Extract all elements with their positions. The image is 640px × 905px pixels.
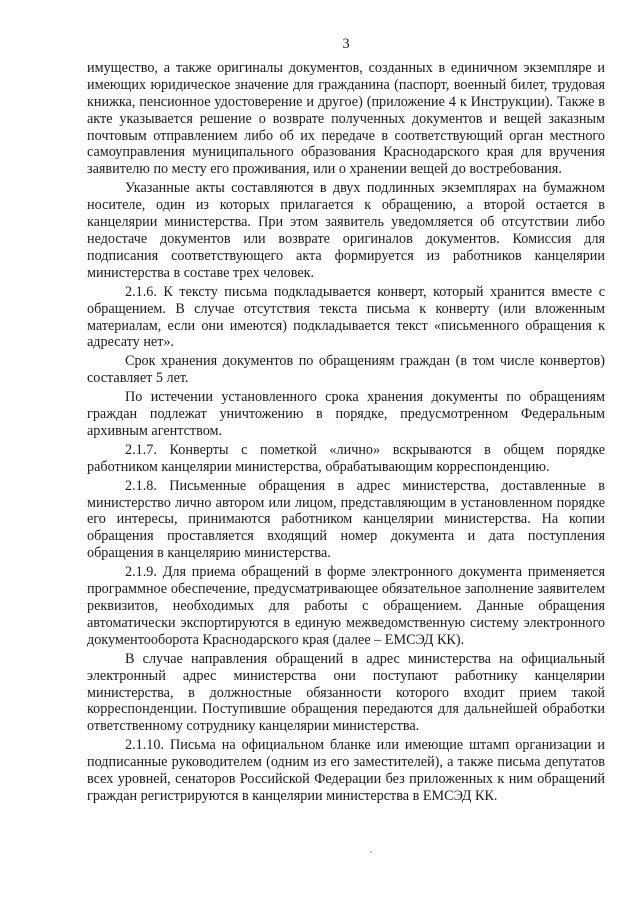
paragraph-2-1-9: 2.1.9. Для приема обращений в форме электронного документа применяется программное обеспечение, предусматривающее обязательное заполнение заявителем реквизитов, необходимых для работы с обращением. Данные обращения автоматически экспортируются в единую межведомственную систему электронного документооборота Краснодарского края (далее – ЕМСЭД КК). [87, 564, 605, 648]
paragraph-email-requests: В случае направления обращений в адрес министерства на официальный электронный адрес министерства они поступают работнику канцелярии министерства, в должностные обязанности которого входит прием такой корреспонденции. Поступившие обращения передаются для дальнейшей обработки ответственному сотруднику канцелярии министерства. [87, 650, 605, 735]
paragraph-2-1-10: 2.1.10. Письма на официальном бланке или имеющие штамп организации и подписанные руководителем (одним из его заместителей), а также письма депутатов всех уровней, сенаторов Российской Федерации без приложенных к ним обращений граждан регистрируются в канцелярии министерства в ЕМСЭД КК. [87, 737, 605, 804]
paragraph-continuation: имущество, а также оригиналы документов, созданных в единичном экземпляре и имеющих юридическое значение для гражданина (паспорт, военный билет, трудовая книжка, пенсионное удостоверение и другое) (приложение 4 к Инструкции). Также в акте указывается решение о возврате полученных документов и вещей заказным почтовым отправлением либо об их передаче в соответствующий орган местного самоуправления муниципального образования Краснодарского края для вручения заявителю по месту его проживания, или о хранении вещей до востребования. [87, 59, 605, 178]
paragraph-acts: Указанные акты составляются в двух подлинных экземплярах на бумажном носителе, один из которых прилагается к обращению, а второй остается в канцелярии министерства. При этом заявитель уведомляется об отсутствии либо недостаче документов или возврате оригиналов документов. Комиссия для подписания соответствующего акта формируется из работников канцелярии министерства в составе трех человек. [87, 180, 605, 281]
paragraph-2-1-8: 2.1.8. Письменные обращения в адрес министерства, доставленные в министерство лично автором или лицом, представляющим в установленном порядке его интересы, принимаются работником канцелярии министерства. На копии обращения проставляется входящий номер документа и дата поступления обращения в канцелярию министерства. [87, 477, 605, 562]
page-number: 3 [342, 36, 350, 52]
paragraph-storage-term: Срок хранения документов по обращениям граждан (в том числе конвертов) составляет 5 лет. [87, 353, 605, 387]
paragraph-destruction: По истечении установленного срока хранения документы по обращениям граждан подлежат уничтожению в порядке, предусмотренном Федеральным архивным агентством. [87, 389, 605, 439]
scan-speck [370, 851, 372, 853]
paragraph-2-1-7: 2.1.7. Конверты с пометкой «лично» вскрываются в общем порядке работником канцелярии министерства, обрабатывающим корреспонденцию. [87, 441, 605, 475]
paragraph-2-1-6: 2.1.6. К тексту письма подкладывается конверт, который хранится вместе с обращением. В случае отсутствия текста письма к конверту (или вложенным материалам, если они имеются) подкладывается текст «письменного обращения к адресату нет». [87, 283, 605, 351]
